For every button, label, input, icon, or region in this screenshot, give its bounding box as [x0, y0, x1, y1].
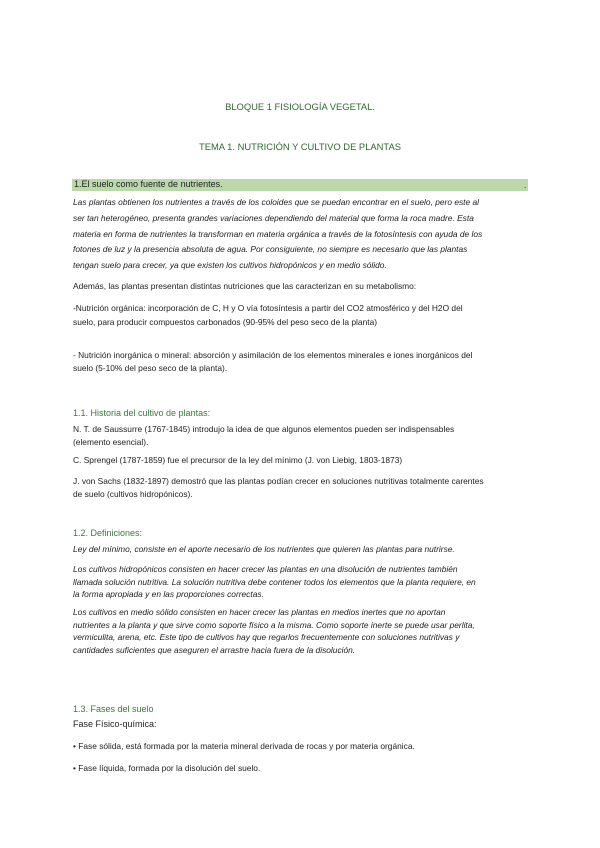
- saussure-line-1: N. T. de Saussurre (1767-1845) introdujo la idea de que algunos elementos pueden ser indispensables: [73, 424, 455, 434]
- solido-line-4: cantidades suficientes que aseguren el arrastre hacia fuera de la disolución.: [73, 645, 356, 655]
- section-1-3-heading: 1.3. Fases del suelo: [73, 704, 154, 714]
- intro-line-1: Las plantas obtienen los nutrientes a través de los coloides que se puedan encontrar en el suelo, pero este al: [73, 197, 479, 207]
- section-1-heading-dot: .: [524, 180, 527, 190]
- nutrition-intro: Además, las plantas presentan distintas nutriciones que las caracterizan en su metabolismo:: [73, 281, 417, 291]
- solido-line-1: Los cultivos en medio sólido consisten en hacer crecer las plantas en medios inertes que no aportan: [73, 607, 446, 617]
- fase-liquida: • Fase líquida, formada por la disolución del suelo.: [73, 763, 261, 773]
- nutricion-organica-2: suelo, para producir compuestos carbonados (90-95% del peso seco de la planta): [73, 317, 378, 327]
- sachs-line-2: de suelo (cultivos hidropónicos).: [73, 489, 193, 499]
- intro-line-3: materia en forma de nutrientes la transforman en materia orgánica a través de la fotosíntesis con ayuda de los: [73, 229, 483, 239]
- solido-line-3: vermiculita, arena, etc. Este tipo de cultivos hay que regarlos frecuentemente con soluciones nutritivas y: [73, 632, 460, 642]
- fase-fisico-quimica: Fase Físico-química:: [73, 719, 157, 729]
- sachs-line-1: J. von Sachs (1832-1897) demostró que las plantas podían crecer en soluciones nutritivas totalmente carentes: [73, 476, 484, 486]
- section-1-heading: 1.El suelo como fuente de nutrientes.: [74, 179, 223, 189]
- hidro-line-1: Los cultivos hidropónicos consisten en hacer crecer las plantas en una disolución de nutrientes también: [73, 564, 458, 574]
- nutricion-organica-1: -Nutrición orgánica: incorporación de C, H y O vía fotosíntesis a partir del CO2 atmosférico y del H2O del: [73, 303, 463, 313]
- solido-line-2: nutrientes a la planta y que sirve como soporte físico a la misma. Como soporte inerte se puede usar perlita,: [73, 620, 475, 630]
- hidro-line-3: la forma apropiada y en las proporciones correctas.: [73, 589, 264, 599]
- intro-line-5: tengan suelo para crecer, ya que existen los cultivos hidropónicos y en medio sólido.: [73, 260, 387, 270]
- hidro-line-2: llamada solución nutritiva. La solución nutritiva debe contener todos los elementos que la planta requiere, en: [73, 577, 476, 587]
- intro-line-2: ser tan heterogéneo, presenta grandes variaciones dependiendo del material que forma la roca madre. Esta: [73, 213, 474, 223]
- fase-solida: • Fase sólida, está formada por la materia mineral derivada de rocas y por materia orgánica.: [73, 741, 415, 751]
- intro-line-4: fotones de luz y la presencia absoluta de agua. Por consiguiente, no siempre es necesario que las plantas: [73, 244, 468, 254]
- block-title: BLOQUE 1 FISIOLOGÍA VEGETAL.: [225, 101, 375, 112]
- saussure-line-2: (elemento esencial).: [73, 437, 149, 447]
- section-1-1-heading: 1.1. Historia del cultivo de plantas:: [73, 408, 211, 418]
- section-1-2-heading: 1.2. Definiciones:: [73, 528, 143, 538]
- nutricion-inorganica-2: suelo (5-10% del peso seco de la planta).: [73, 363, 228, 373]
- sprengel-line: C. Sprengel (1787-1859) fue el precursor de la ley del mínimo (J. von Liebig, 1803-1873): [73, 455, 403, 465]
- nutricion-inorganica-1: - Nutrición inorgánica o mineral: absorción y asimilación de los elementos minerales e iones inorgánicos del: [73, 350, 473, 360]
- ley-minimo: Ley del mínimo, consiste en el aporte necesario de los nutrientes que quieren las plantas para nutrirse.: [73, 544, 455, 554]
- tema-title: TEMA 1. NUTRICIÓN Y CULTIVO DE PLANTAS: [199, 141, 401, 152]
